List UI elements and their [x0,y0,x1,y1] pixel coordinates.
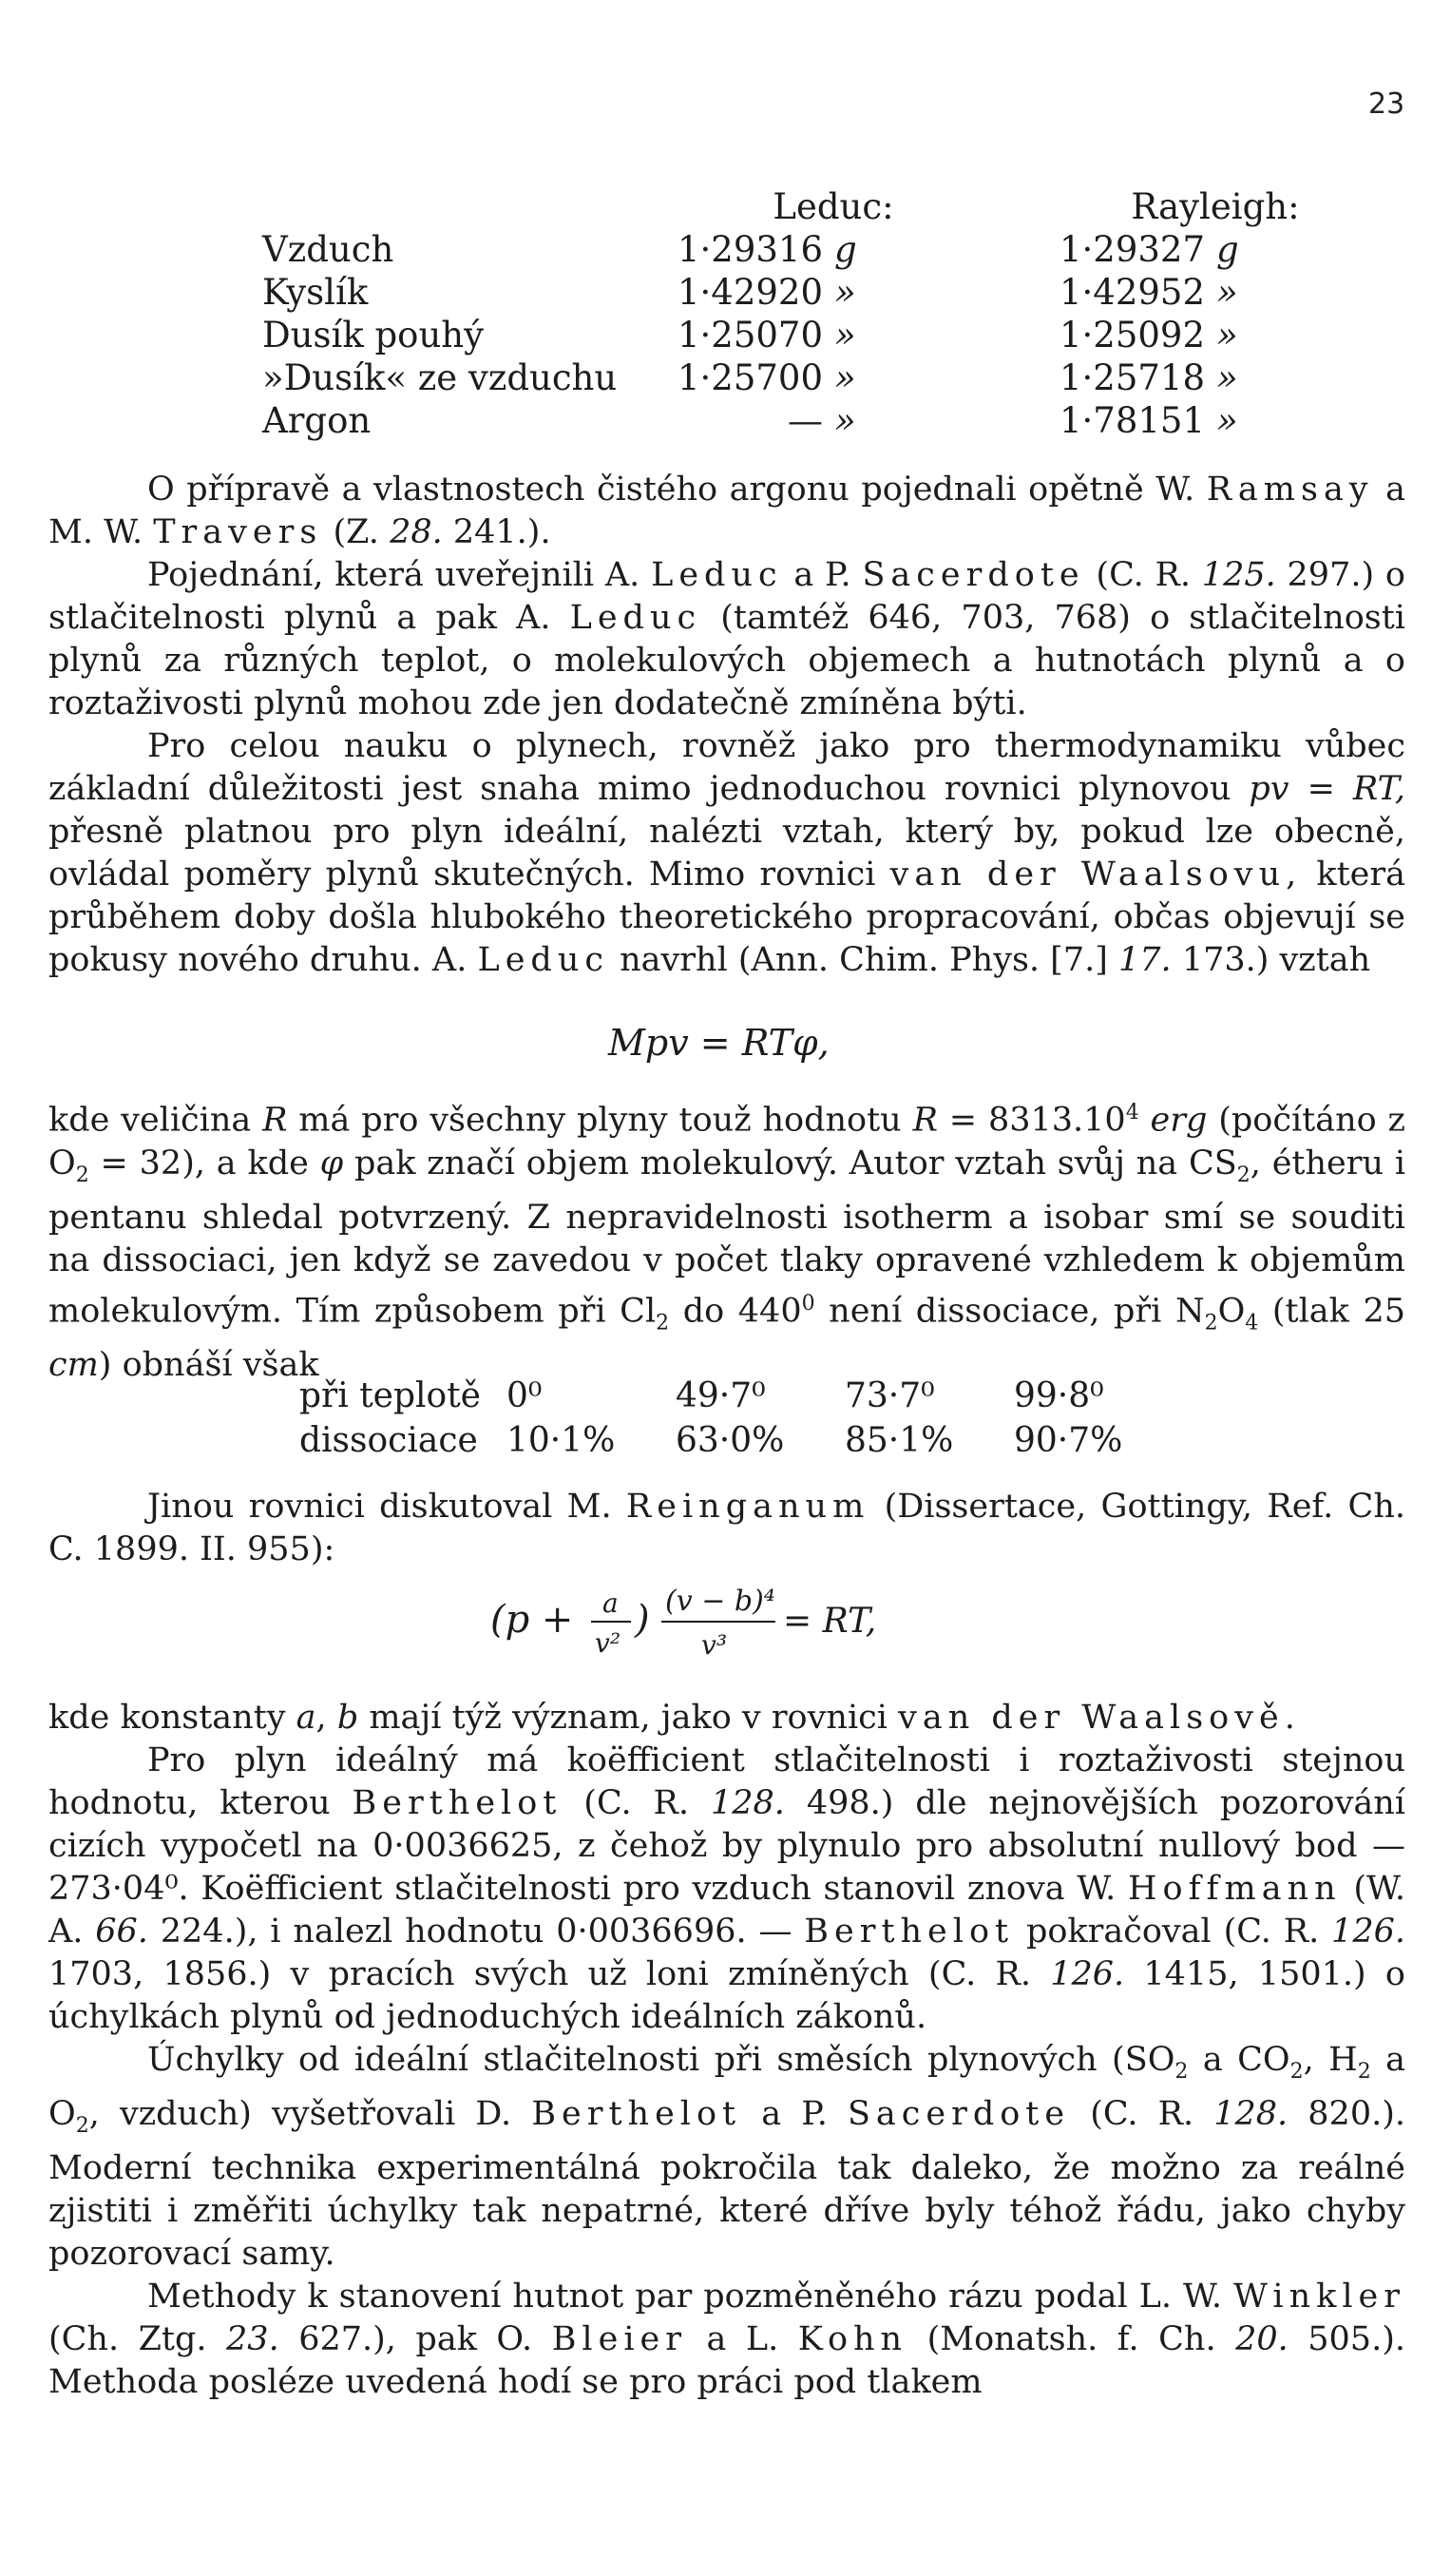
leduc-value: 1·42920 [677,272,823,313]
text-block-1 [48,469,1405,982]
rayleigh-value: 1·25718 [1059,357,1205,398]
equation-reinganum [490,1578,965,1663]
eq-rhs: = RT, [783,1602,877,1641]
paragraph-methods: Methody k stanovení hutnot par pozměněného rázu podal L. W. Winkler (Ch. Ztg. 23. 627.), pak O. Bleier a L. Kohn (Monatsh. f. Ch. 20. 505.). Methoda posléze uvedená hodí se pro práci pod tlakem [48,2278,1405,2401]
eq-denominator: v³ [701,1629,728,1661]
paragraph-reinganum: Jinou rovnici diskutoval M. Reinganum (Dissertace, Gottingy, Ref. Ch. C. 1899. II. 955): [48,1488,1405,1568]
leduc-value: 1·25070 [677,315,823,356]
dissociation-label: dissociace [299,1421,478,1460]
paragraph-gas-equation: Pro celou nauku o plynech, rovněž jako pro thermodynamiku vůbec základní důležitosti jest snaha mimo jednoduchou rovnici plynovou pv = RT, přesně platnou pro plyn ideální, nalézti vztah, který by, pokud lze obecně, ovládal poměry plynů skutečných. Mimo rovnici van der Waalsovu, která průběhem doby došla hlubokého theoretického propracování, občas objevují se pokusy nového druhu. A. Leduc navrhl (Ann. Chim. Phys. [7.] 17. 173.) vztah [48,727,1405,979]
leduc-value: 1·25700 [677,357,823,398]
gas-name: Dusík pouhý [262,315,485,356]
text-block-2 [48,1091,1405,1387]
page-number: 23 [1368,87,1405,121]
paragraph-leduc-sacerdote: Pojednání, která uveřejnili A. Leduc a P. Sacerdote (C. R. 125. 297.) o stlačitelnosti plynů a pak A. Leduc (tamtéž 646, 703, 768) o stlačitelnosti plynů za různých teplot, o molekulových objemech a hutnotách plynů a o roztaživosti plynů mohou zde jen dodatečně zmíněna býti. [48,556,1405,722]
rayleigh-unit: » [1216,400,1238,441]
eq-numerator: (v − b)⁴ [665,1585,775,1618]
table-row [262,356,1406,399]
table-cell: 73·7⁰ [845,1376,935,1415]
table-cell: 0⁰ [506,1376,543,1415]
gas-name: Kyslík [262,272,369,313]
rayleigh-value: 1·78151 [1059,400,1205,441]
rayleigh-unit: » [1216,272,1238,313]
temperature-label: při teplotě [299,1376,481,1415]
rayleigh-value: 1·29327 [1059,229,1205,270]
eq-close: ) [635,1598,650,1642]
table-row [262,314,1406,356]
table-cell: 49·7⁰ [676,1376,766,1415]
table-cell: 99·8⁰ [1014,1376,1104,1415]
table-cell: 90·7% [1014,1421,1123,1460]
rayleigh-value: 1·25092 [1059,315,1205,356]
paragraph-constant-r: kde veličina R má pro všechny plyny touž hodnotu $R = 8313.10^4$ erg (počítáno z $O_2 = 32$), a kde φ pak značí objem molekulový. Autor vztah svůj na $CS_2$, étheru i pentanu shledal potvrzený. Z nepravidelnosti isotherm a isobar smí se souditi na dissociaci, jen když se zavedou v počet tlaky opravené vzhledem k objemům molekulovým. Tím způsobem při $Cl_2$ do $440^0$ není dissociace, při $N_2O_4$ (tlak 25 cm) obnáší však [48,1101,1406,1385]
gas-name: Vzduch [262,229,394,270]
table-cell: 63·0% [676,1421,785,1460]
leduc-unit: g [834,229,857,270]
rayleigh-unit: » [1216,315,1238,356]
gas-density-table [262,185,1406,442]
rayleigh-value: 1·42952 [1059,272,1205,313]
leduc-value: — [788,400,823,441]
leduc-unit: » [834,400,856,441]
dissociation-row [299,1418,1183,1463]
leduc-unit: » [834,315,856,356]
leduc-value: 1·29316 [677,229,823,270]
dissociation-table [299,1374,1183,1463]
leduc-header: Leduc: [773,186,894,227]
gas-name: »Dusík« ze vzduchu [262,357,618,398]
gas-name: Argon [262,400,372,441]
paragraph-constants: kde konstanty a, b mají týž význam, jako v rovnici van der Waalsově. [48,1699,1301,1737]
table-row [262,271,1406,314]
paragraph-deviations: Úchylky od ideální stlačitelnosti při směsích plynových ($SO_2$ a $CO_2$, $H_2$ a $O_2$, vzduch) vyšetřovali D. Berthelot a P. Sacerdote (C. R. 128. 820.). Moderní technika experimentálná pokročila tak daleko, že možno za reálné zjistiti i změřiti úchylky tak nepatrné, které dříve byly téhož řádu, jako chyby pozorovací samy. [48,2041,1406,2273]
eq-v2: v² [595,1627,621,1659]
table-row [262,228,1406,271]
rayleigh-unit: » [1216,357,1238,398]
paragraph-ideal-gas: Pro plyn ideálný má koëfficient stlačitelnosti i roztaživosti stejnou hodnotu, kterou Berthelot (C. R. 128. 498.) dle nejnovějších pozorování cizích vypočetl na 0·0036625, z čehož by plynulo pro absolutní nullový bod — 273·04⁰. Koëfficient stlačitelnosti pro vzduch stanovil znova W. Hoffmann (W. A. 66. 224.), i nalezl hodnotu 0·0036696. — Berthelot pokračoval (C. R. 126. 1703, 1856.) v pracích svých už loni zmíněných (C. R. 126. 1415, 1501.) o úchylkách plynů od jednoduchých ideálních zákonů. [48,1741,1406,2036]
table-cell: 85·1% [845,1421,954,1460]
table-cell: 10·1% [506,1421,616,1460]
rayleigh-unit: g [1216,229,1239,270]
leduc-unit: » [834,357,856,398]
temperature-row [299,1374,1183,1418]
paragraph-argon: O přípravě a vlastnostech čistého argonu pojednali opětně W. Ramsay a M. W. Travers (Z. 28. 241.). [48,471,1405,551]
text-block-4 [48,1697,1405,2404]
equation-leduc: Mpv = RTφ, [608,1022,830,1064]
eq-p-open: (p + [490,1598,574,1642]
rayleigh-header: Rayleigh: [1131,186,1300,227]
eq-a: a [602,1587,619,1619]
leduc-unit: » [834,272,856,313]
table-header-row [262,185,1406,228]
table-row [262,399,1406,442]
text-block-3 [48,1486,1405,1571]
